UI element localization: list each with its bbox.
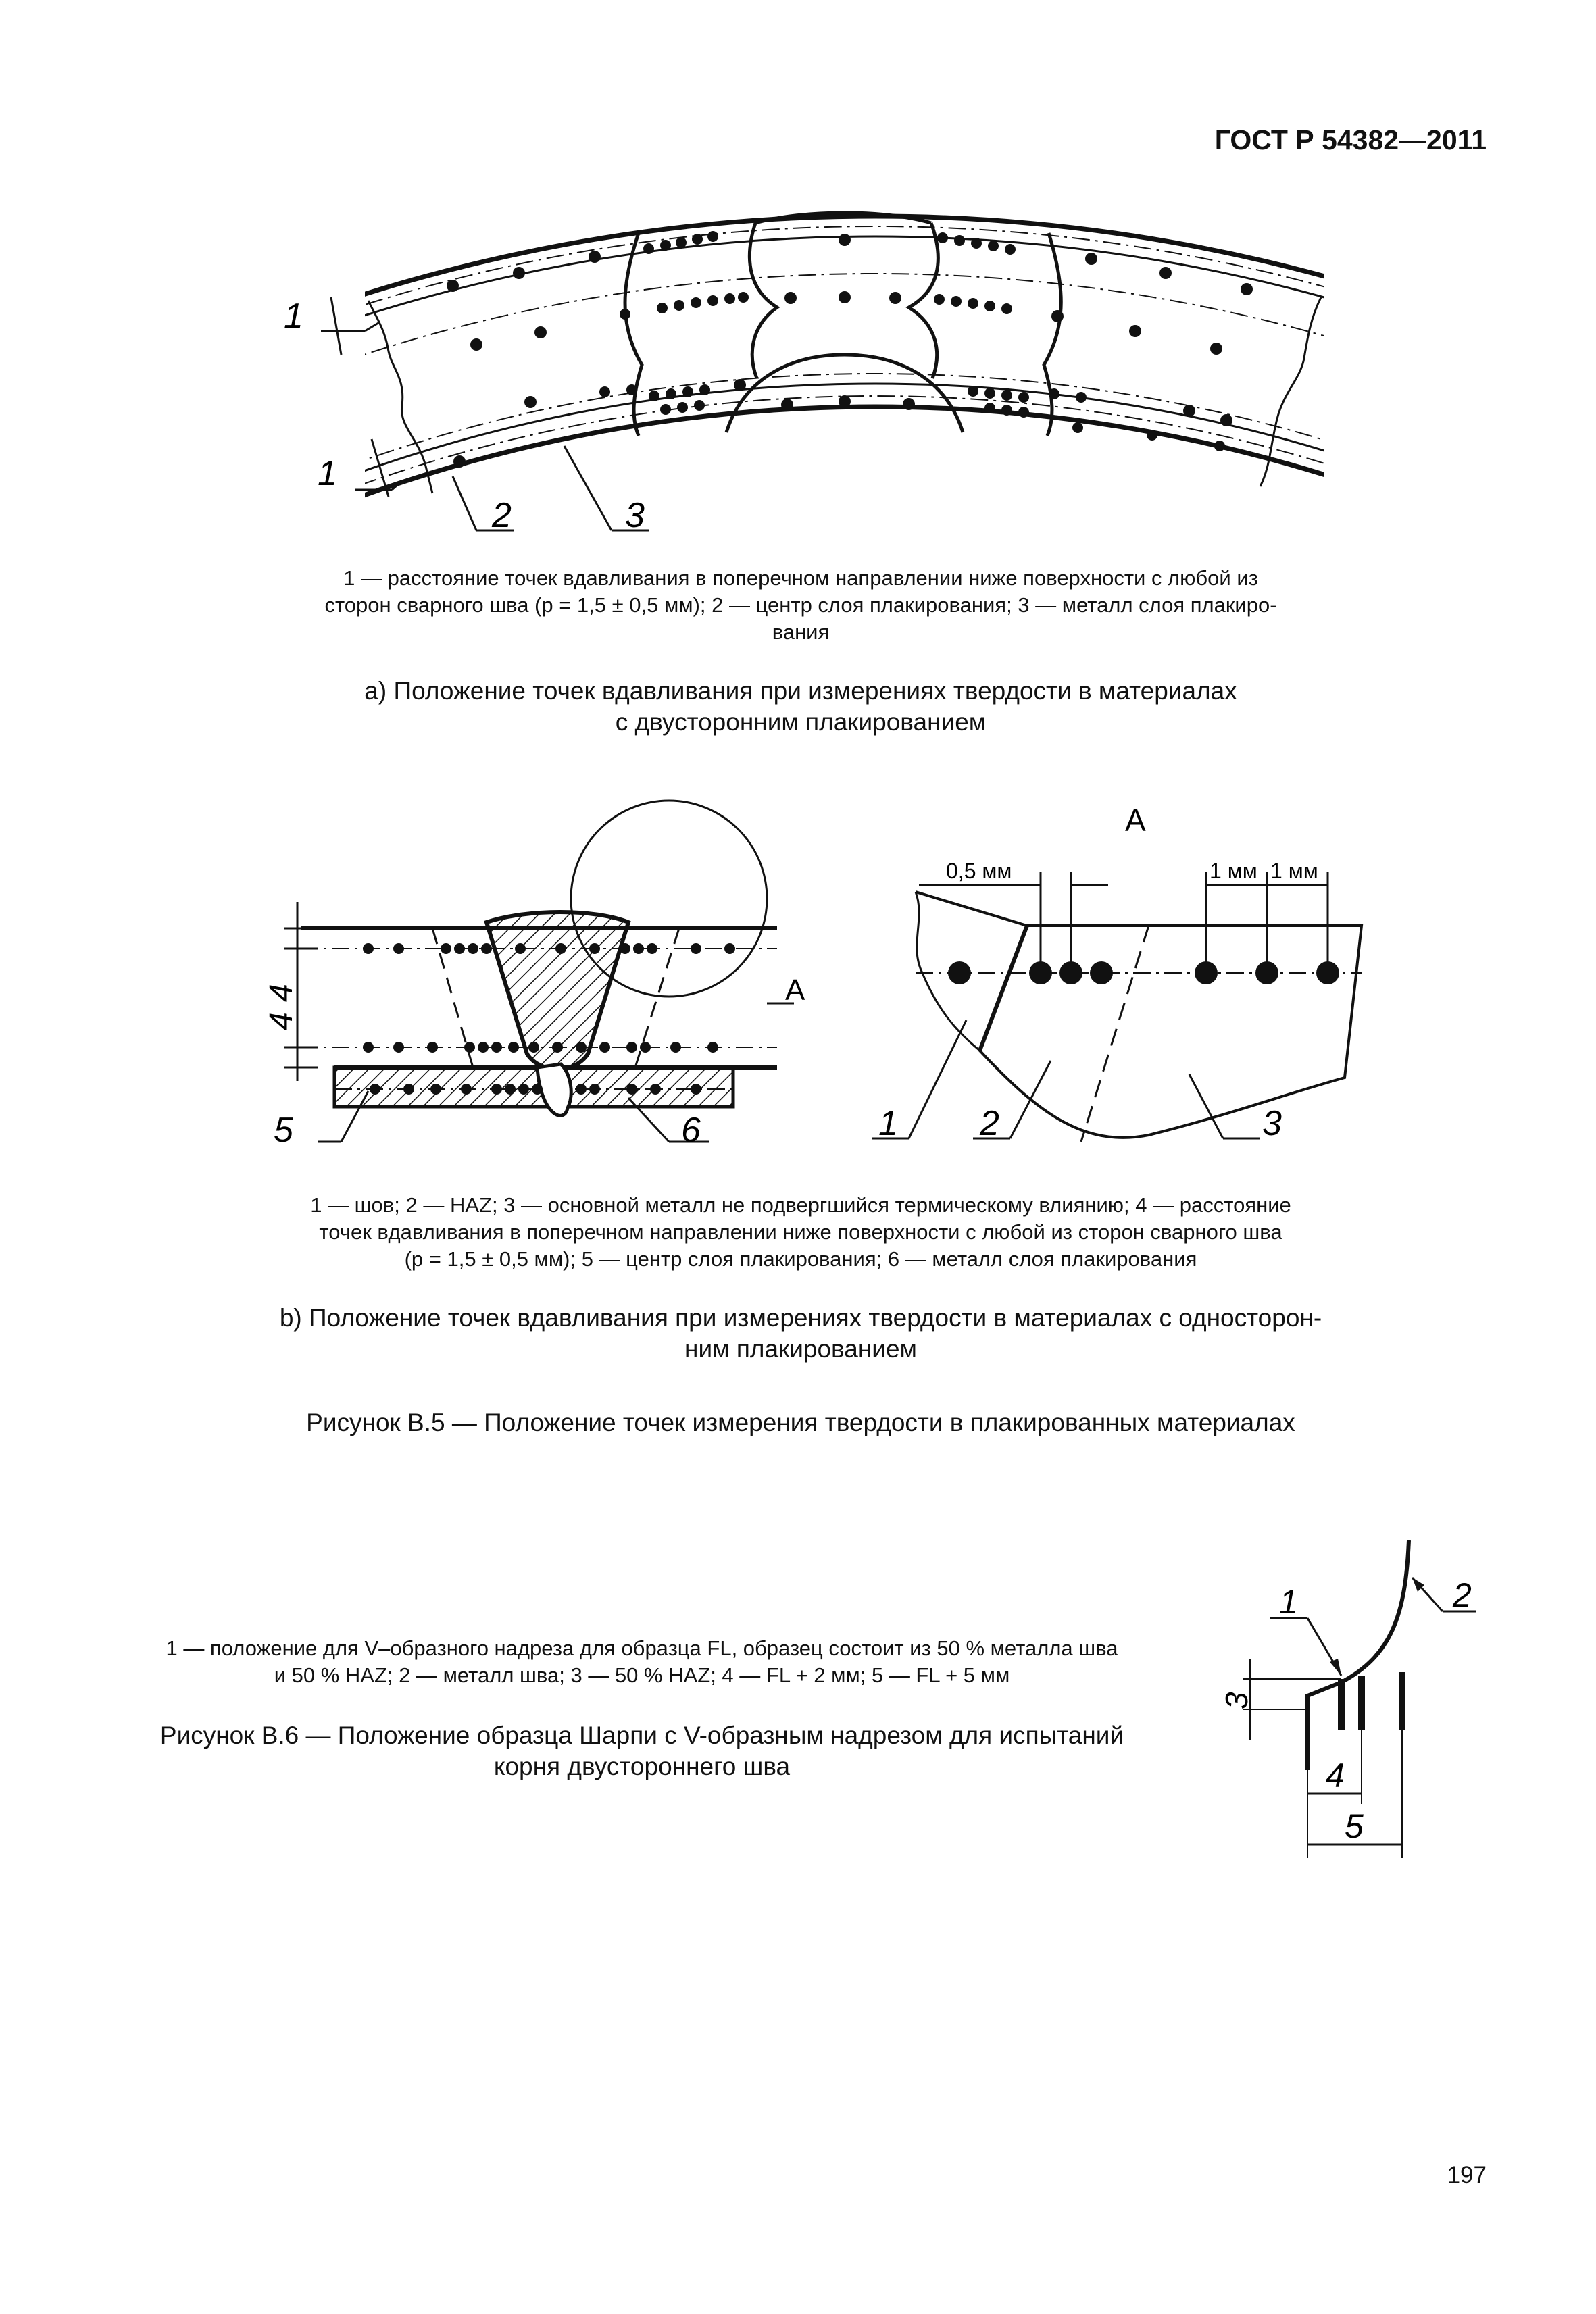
figure-b-drawing xyxy=(0,777,1596,1182)
figure-a-label-3: 3 xyxy=(625,496,645,535)
figure-a-label-1-top: 1 xyxy=(284,297,303,336)
figure-a-legend-line: вания xyxy=(772,620,830,644)
figure-a-drawing xyxy=(0,0,1596,540)
figure-b-label-6: 6 xyxy=(681,1111,701,1150)
figure-b6-title-line: Рисунок В.6 — Положение образца Шарпи с V-образным надрезом для испытаний xyxy=(159,1721,1124,1749)
weld-right-boundary xyxy=(909,223,938,378)
figure-b-label-5: 5 xyxy=(274,1111,293,1150)
figure-a-caption-line: a) Положение точек вдавливания при измерениях твердости в материалах xyxy=(364,677,1237,705)
figure-b-legend xyxy=(243,1192,1358,1273)
b6-label-1: 1 xyxy=(1279,1583,1298,1621)
dim-4-top-label: 4 xyxy=(264,984,299,1002)
b6-label-2: 2 xyxy=(1453,1576,1472,1614)
fusion-line xyxy=(980,926,1027,1051)
outer-cladding-center-line xyxy=(0,226,1596,540)
figure-b6-title-line: корня двустороннего шва xyxy=(493,1753,791,1780)
detail-label-3: 3 xyxy=(1262,1104,1282,1143)
indentation-points xyxy=(447,231,1253,468)
b6-label-3: 3 xyxy=(1219,1692,1254,1709)
right-break-line xyxy=(1260,297,1321,486)
figure-b6-legend-line: 1 — положение для V–образного надреза для образца FL, образец состоит из 50 % металла шва xyxy=(166,1636,1118,1660)
figure-a-caption xyxy=(257,676,1345,738)
detail-a-title: A xyxy=(1125,803,1146,838)
inner-measure-line xyxy=(0,374,1596,540)
detail-a-marker: A xyxy=(785,974,805,1007)
detail-label-2: 2 xyxy=(980,1104,999,1143)
figure-b-caption xyxy=(243,1303,1358,1365)
inner-surface-line xyxy=(0,407,1596,540)
haz-boundary-dashed xyxy=(1081,926,1149,1142)
figure-a-label-2: 2 xyxy=(492,496,512,535)
detail-outline xyxy=(916,892,1362,1138)
figure-b-legend-line: (p = 1,5 ± 0,5 мм); 5 — центр слоя плакирования; 6 — металл слоя плакирования xyxy=(404,1247,1197,1271)
figure-b6-legend-line: и 50 % HAZ; 2 — металл шва; 3 — 50 % HAZ; 4 — FL + 2 мм; 5 — FL + 5 мм xyxy=(274,1663,1010,1687)
weld-left-boundary xyxy=(749,223,777,378)
figure-a-caption-line: с двусторонним плакированием xyxy=(615,708,987,736)
figure-a-legend-line: сторон сварного шва (p = 1,5 ± 0,5 мм); 2 — центр слоя плакирования; 3 — металл слоя плакиро- xyxy=(324,593,1277,617)
figure-b-legend-line: 1 — шов; 2 — HAZ; 3 — основной металл не подвергшийся термическому влиянию; 4 — расстояние xyxy=(310,1193,1291,1217)
haz-left-boundary xyxy=(625,233,642,436)
figure-b-legend-line: точек вдавливания в поперечном направлении ниже поверхности с любой из сторон сварного шва xyxy=(319,1220,1282,1244)
dim-one-mm-a: 1 мм xyxy=(1210,859,1257,883)
dim-one-mm-b: 1 мм xyxy=(1270,859,1318,883)
detail-a-circle xyxy=(571,801,767,997)
weld-profile-curve xyxy=(1307,1540,1409,1770)
page-number: 197 xyxy=(1447,2162,1487,2188)
figure-b-caption-line: ним плакированием xyxy=(684,1335,917,1363)
inner-cladding-center-line xyxy=(0,396,1596,540)
outer-surface-line xyxy=(0,216,1596,540)
figure-a-legend xyxy=(257,565,1345,646)
b6-label-5: 5 xyxy=(1345,1807,1364,1845)
outer-cladding-boundary xyxy=(0,236,1596,540)
root-weld-bead xyxy=(726,355,963,432)
document-number: ГОСТ Р 54382—2011 xyxy=(1214,124,1487,155)
b6-label-4: 4 xyxy=(1326,1757,1345,1794)
figure-a-label-1-bottom: 1 xyxy=(318,454,337,493)
figure-b5-title: Рисунок В.5 — Положение точек измерения твердости в плакированных материалах xyxy=(306,1409,1295,1436)
figure-a-legend-line: 1 — расстояние точек вдавливания в поперечном направлении ниже поверхности с любой из xyxy=(343,566,1258,590)
dim-half-mm: 0,5 мм xyxy=(946,859,1012,883)
dim-4-bottom-label: 4 xyxy=(264,1012,299,1030)
detail-label-1: 1 xyxy=(878,1104,898,1143)
figure-b6-drawing xyxy=(0,1520,1596,1871)
figure-b-caption-line: b) Положение точек вдавливания при измерениях твердости в материалах с односторон- xyxy=(279,1304,1322,1332)
